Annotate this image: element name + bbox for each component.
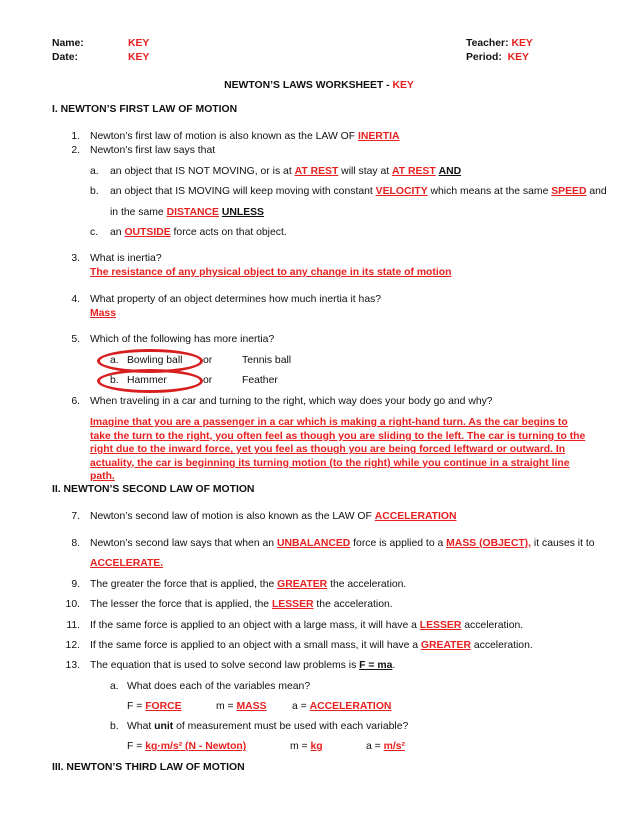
- q4-number: 4.: [71, 294, 80, 305]
- q9-number: 9.: [71, 579, 80, 590]
- q6-answer: Imagine that you are a passenger in a car which is making a right-hand turn. As the car begins to take the turn to the right, you often feel as though you are sliding to the left. The car is turning to the right due to the inward force, yet you feel as though you are being forced leftward or outward. In actuality, the car is beginning its turning motion (to the right) while you continue in a straight line path.: [90, 417, 586, 483]
- q10-text: The lesser the force that is applied, the LESSER the acceleration.: [90, 599, 393, 610]
- q9-text: The greater the force that is applied, the GREATER the acceleration.: [90, 579, 407, 590]
- q11-number: 11.: [66, 620, 80, 631]
- q12-number: 12.: [65, 640, 80, 651]
- teacher-label: Teacher: KEY: [466, 38, 533, 49]
- q1-answer: INERTIA: [357, 131, 400, 142]
- teacher-value: KEY: [511, 38, 533, 49]
- period-value: KEY: [507, 52, 529, 63]
- q8-text: Newton’s second law says that when an UNBALANCED force is applied to a MASS (OBJECT), it causes it to: [90, 538, 595, 549]
- q13b-force-unit: F = kg·m/s² (N - Newton): [127, 741, 247, 752]
- q5b-letter: b.: [110, 375, 119, 386]
- q5a-option-1: Bowling ball: [127, 355, 183, 366]
- name-value: KEY: [128, 38, 150, 49]
- q2b-text: an object that IS MOVING will keep moving with constant VELOCITY which means at the same SPEED and: [110, 186, 607, 197]
- date-value: KEY: [128, 52, 150, 63]
- q3-number: 3.: [71, 253, 80, 264]
- date-label: Date:: [52, 52, 78, 63]
- q2-number: 2.: [71, 145, 80, 156]
- q2c-text: an OUTSIDE force acts on that object.: [110, 227, 287, 238]
- q2b-letter: b.: [90, 186, 99, 197]
- q13a-text: What does each of the variables mean?: [127, 681, 311, 692]
- q3-text: What is inertia?: [90, 253, 162, 264]
- q11-text: If the same force is applied to an object with a large mass, it will have a LESSER acceleration.: [90, 620, 524, 631]
- q5b-option-2: Feather: [242, 375, 278, 386]
- page-title: NEWTON’S LAWS WORKSHEET - KEY: [224, 80, 414, 91]
- q12-text: If the same force is applied to an object with a small mass, it will have a GREATER acceleration.: [90, 640, 533, 651]
- q6-number: 6.: [71, 396, 80, 407]
- q5a-letter: a.: [110, 355, 119, 366]
- q13b-text: What unit of measurement must be used with each variable?: [127, 721, 409, 732]
- section-1-heading: I. NEWTON’S FIRST LAW OF MOTION: [52, 104, 238, 115]
- q13b-acceleration-unit: a = m/s²: [366, 741, 405, 752]
- q13-text: The equation that is used to solve second law problems is F = ma.: [90, 660, 396, 671]
- q13a-force: F = FORCE: [127, 701, 182, 712]
- q8-answer-3: ACCELERATE.: [90, 558, 164, 569]
- q5-text: Which of the following has more inertia?: [90, 334, 275, 345]
- q5b-option-1: Hammer: [127, 375, 167, 386]
- q13a-acceleration: a = ACCELERATION: [292, 701, 392, 712]
- q2a-text: an object that IS NOT MOVING, or is at AT REST will stay at AT REST AND: [110, 166, 462, 177]
- period-label: Period: KEY: [466, 52, 529, 63]
- q2-text: Newton’s first law says that: [90, 145, 216, 156]
- section-2-heading: II. NEWTON’S SECOND LAW OF MOTION: [52, 484, 255, 495]
- q13a-mass: m = MASS: [216, 701, 267, 712]
- name-label: Name:: [52, 38, 84, 49]
- q5a-or: or: [203, 355, 213, 366]
- q1-number: 1.: [71, 131, 80, 142]
- q13b-mass-unit: m = kg: [290, 741, 323, 752]
- q13-number: 13.: [65, 660, 80, 671]
- q5-number: 5.: [71, 334, 80, 345]
- q2c-letter: c.: [90, 227, 99, 238]
- q1-text: Newton’s first law of motion is also known as the LAW OF INERTIA: [90, 131, 400, 142]
- q8-number: 8.: [71, 538, 80, 549]
- q7-text: Newton’s second law of motion is also known as the LAW OF ACCELERATION: [90, 511, 457, 522]
- q5b-or: or: [203, 375, 213, 386]
- q4-answer: Mass: [90, 308, 116, 319]
- q2a-letter: a.: [90, 166, 99, 177]
- q6-text: When traveling in a car and turning to the right, which way does your body go and why?: [90, 396, 493, 407]
- q13a-letter: a.: [110, 681, 119, 692]
- q2b-text-cont: in the same DISTANCE UNLESS: [110, 207, 264, 218]
- q3-answer: The resistance of any physical object to any change in its state of motion: [90, 267, 452, 278]
- q10-number: 10.: [65, 599, 80, 610]
- section-3-heading: III. NEWTON’S THIRD LAW OF MOTION: [52, 762, 245, 773]
- q5a-option-2: Tennis ball: [242, 355, 292, 366]
- q13b-letter: b.: [110, 721, 119, 732]
- q7-number: 7.: [71, 511, 80, 522]
- q4-text: What property of an object determines how much inertia it has?: [90, 294, 382, 305]
